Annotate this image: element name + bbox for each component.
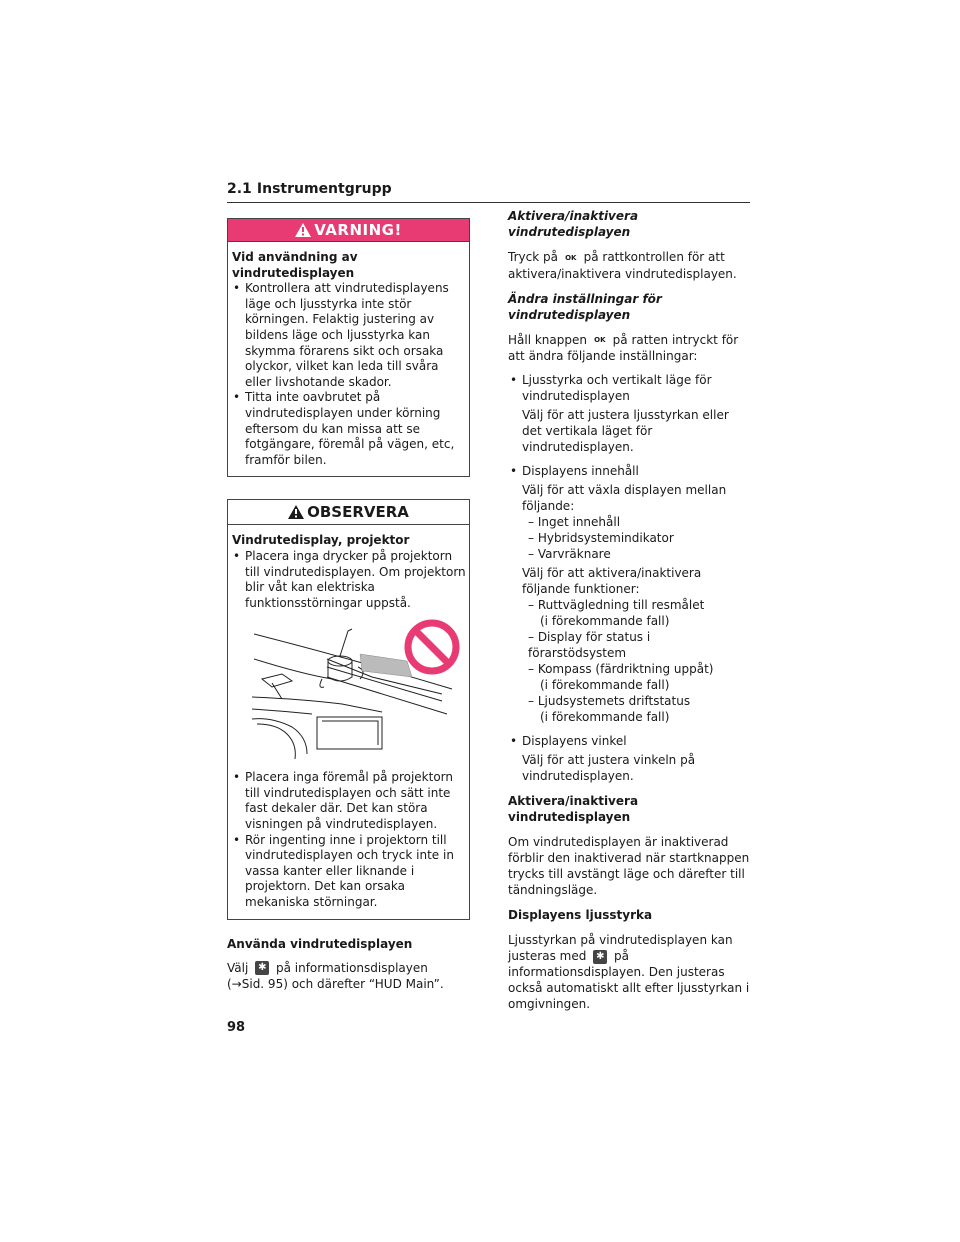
notice-box	[227, 499, 470, 919]
paragraph: Om vindrutedisplayen är inaktiverad förblir den inaktiverad när startknappen trycks till avstängt läge och därefter till tändningsläge.	[508, 835, 750, 897]
list-item: • Placera inga föremål på projektorn till vindrutedisplayen och sätt inte fast dekaler där. Det kan störa visningen på vindrutedisplayen.	[233, 770, 453, 832]
notice-label: OBSERVERA	[307, 503, 409, 522]
section-number: 2.1	[227, 181, 252, 197]
section-heading: Använda vindrutedisplayen	[227, 936, 413, 951]
ok-button-icon: OK	[594, 336, 606, 344]
paragraph: Tryck på OK på rattkontrollen för att aktivera/inaktivera vindrutedisplayen.	[508, 250, 737, 281]
section-heading: Displayens ljusstyrka	[508, 908, 653, 922]
section-title: Instrumentgrupp	[256, 181, 392, 197]
left-column	[227, 218, 470, 992]
warning-triangle-icon	[295, 223, 311, 237]
list-item: • Titta inte oavbrutet på vindrutedisplayen under körning eftersom du kan missa att se fotgängare, föremål på vägen, etc, framför bilen.	[233, 390, 455, 467]
list-item: • Displayens innehåll Välj för att växla displayen mellan följande: – Inget innehåll – Hybridsystemindikator – Varvräknare Välj för att aktivera/inaktivera följande funktioner: – Ruttvägledning till resmålet (i förekommande fall) – Display för status i förarstödsystem – Kompass (färdriktning uppåt) (i förekommande fall) – Ljudsystemets driftstatus (i förekommande fall)	[510, 464, 727, 724]
section-heading: Ändra inställningar för vindrutedisplayen	[508, 291, 662, 322]
notice-header	[228, 500, 469, 525]
list-item: • Placera inga drycker på projektorn till vindrutedisplayen. Om projektorn blir våt kan elektriska funktionsstörningar uppstå.	[233, 548, 466, 610]
section-header	[227, 178, 750, 203]
list-item: • Kontrollera att vindrutedisplayens läge och ljusstyrka inte stör körningen. Felaktig justering av bildens läge och ljusstyrka kan skymma förarens sikt och orsaka olyckor, vilket kan leda till svåra eller livshotande skador.	[233, 281, 449, 389]
warning-body	[228, 242, 469, 476]
paragraph: Ljusstyrkan på vindrutedisplayen kan justeras med ✱ på informationsdisplayen. Den justeras också automatiskt allt efter ljusstyrkan i omgivningen.	[508, 932, 750, 1012]
warning-triangle-icon	[288, 505, 304, 519]
list-item: • Rör ingenting inne i projektorn till vindrutedisplayen och tryck inte in vassa kanter eller liknande i projektorn. Det kan orsaka mekaniska störningar.	[233, 832, 454, 910]
warning-label: VARNING!	[314, 221, 402, 239]
notice-body	[228, 525, 469, 918]
page-number: 98	[227, 1020, 246, 1035]
settings-icon	[255, 961, 269, 975]
ok-button-icon: OK	[565, 253, 577, 262]
section-heading: Aktivera/inaktivera vindrutedisplayen	[508, 794, 639, 824]
paragraph: Välj ✱ på informationsdisplayen (→Sid. 95) och därefter “HUD Main”.	[227, 960, 470, 992]
warning-title: Vid användning av vindrutedisplayen	[232, 250, 358, 280]
warning-box	[227, 218, 470, 477]
warning-header	[228, 219, 469, 242]
right-column	[508, 208, 750, 1012]
section-heading: Aktivera/inaktivera vindrutedisplayen	[508, 209, 639, 239]
settings-icon	[593, 950, 607, 964]
list-item: • Ljusstyrka och vertikalt läge för vindrutedisplayen Välj för att justera ljusstyrkan eller det vertikala läget för vindrutedisplayen.	[510, 373, 729, 454]
notice-title: Vindrutedisplay, projektor	[232, 533, 410, 548]
projector-illustration	[232, 619, 473, 764]
paragraph: Håll knappen OK på ratten intryckt för att ändra följande inställningar:	[508, 332, 739, 363]
prohibited-icon	[408, 623, 456, 671]
list-item: • Displayens vinkel Välj för att justera vinkeln på vindrutedisplayen.	[510, 734, 696, 783]
